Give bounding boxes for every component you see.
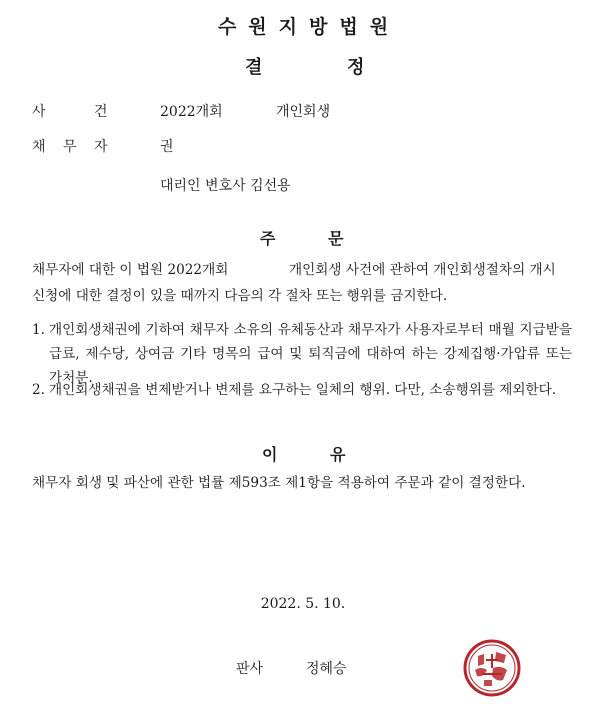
order-item-text: 개인회생채권을 변제받거나 변제를 요구하는 일체의 행위. 다만, 소송행위를 제외한다. xyxy=(49,382,557,398)
debtor-label-char-3: 자 xyxy=(94,139,108,155)
decision-date: 2022. 5. 10. xyxy=(260,596,346,612)
debtor-label-char-2: 무 xyxy=(63,139,77,155)
case-label-char-1: 사 xyxy=(32,104,46,120)
order-heading-char-2: 문 xyxy=(328,229,344,248)
reason-text: 채무자 회생 및 파산에 관한 법률 제593조 제1항을 적용하여 주문과 같이 결정한다. xyxy=(32,475,526,491)
judge-name: 정혜승 xyxy=(306,661,347,677)
order-item-number: 1. xyxy=(32,322,45,338)
agent-name: 대리인 변호사 김선용 xyxy=(160,178,291,194)
order-item-2 xyxy=(32,378,572,402)
order-intro-part-1: 채무자에 대한 이 법원 2022개회 xyxy=(32,262,229,278)
debtor-label-char-1: 채 xyxy=(32,139,46,155)
case-name: 개인회생 xyxy=(276,104,331,120)
document-type-char-2: 정 xyxy=(347,57,365,78)
order-intro-part-2: 개인회생 사건에 관하여 개인회생절차의 개시 xyxy=(289,262,556,278)
order-heading-char-1: 주 xyxy=(260,229,276,248)
court-seal-icon xyxy=(462,638,522,698)
case-number: 2022개회 xyxy=(160,104,223,120)
order-item-number: 2. xyxy=(32,382,45,398)
case-label-char-2: 건 xyxy=(94,104,108,120)
order-intro-part-3: 신청에 대한 결정이 있을 때까지 다음의 각 절차 또는 행위를 금지한다. xyxy=(32,288,448,304)
document-type-char-1: 결 xyxy=(245,57,263,78)
judge-title: 판사 xyxy=(236,661,264,677)
reason-heading-char-1: 이 xyxy=(262,445,278,464)
order-item-text: 개인회생채권에 기하여 채무자 소유의 유체동산과 채무자가 사용자로부터 매월 지급받을 급료, 제수당, 상여금 기타 명목의 급여 및 퇴직금에 대하여 하는 강제집행·가압류 또는 가처분. xyxy=(49,322,572,386)
order-intro xyxy=(32,257,572,309)
court-name: 수원지방법원 xyxy=(217,16,401,38)
reason-heading-char-2: 유 xyxy=(330,445,346,464)
debtor-name: 권 xyxy=(160,139,174,155)
